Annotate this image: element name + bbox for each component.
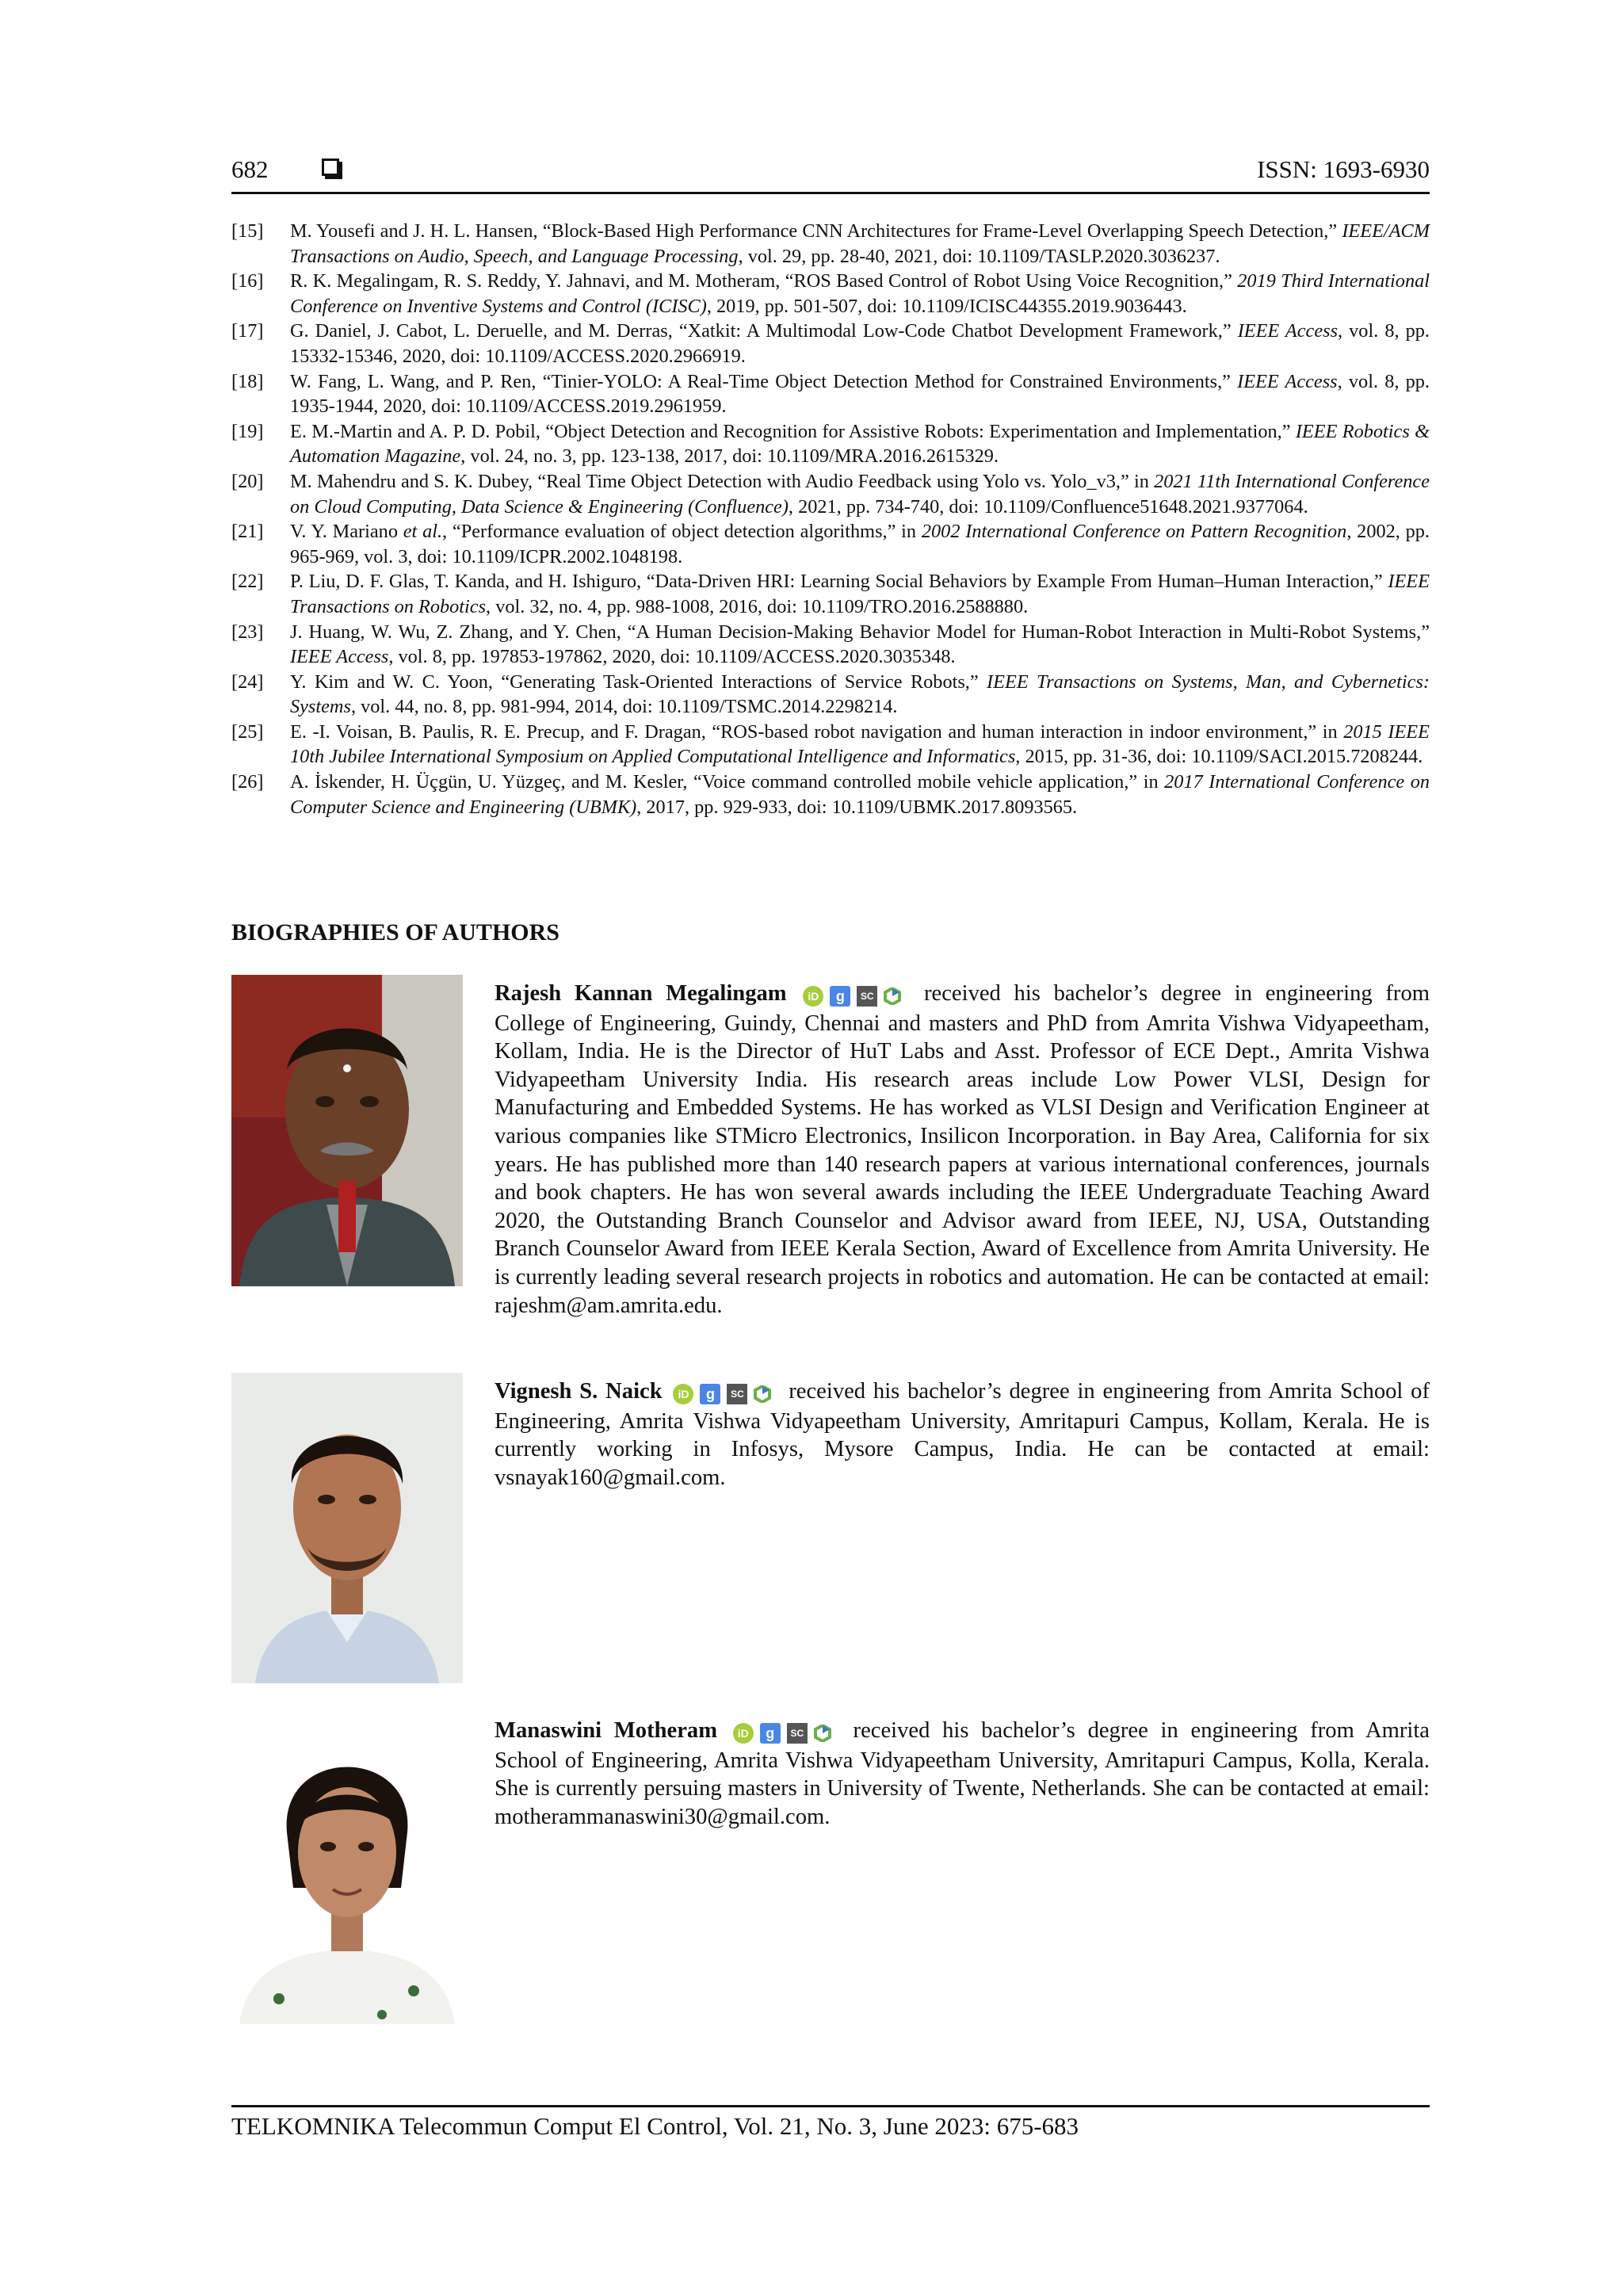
author-bio-3 [495, 1717, 1430, 1831]
author-photo-1 [231, 975, 463, 1286]
reference-number: [25] [231, 720, 264, 743]
reference-venue: IEEE/ACM Transactions on Audio, Speech, and Language Processing [290, 220, 1430, 267]
page-footer: TELKOMNIKA Telecommun Comput El Control, Vol. 21, No. 3, June 2023: 675-683 [231, 2105, 1430, 2141]
reference-item [231, 469, 1430, 519]
orcid-icon[interactable]: iD [733, 1723, 754, 1744]
reference-text [290, 670, 1430, 720]
reference-segment: , vol. 29, pp. 28-40, 2021, doi: 10.1109/TASLP.2020.3036237. [738, 245, 1220, 267]
reference-text [290, 620, 1430, 670]
reference-segment: , vol. 8, pp. 15332-15346, 2020, doi: 10.1109/ACCESS.2020.2966919. [290, 320, 1430, 367]
orcid-icon[interactable]: iD [673, 1384, 693, 1404]
scopus-icon[interactable]: SC [857, 986, 877, 1007]
reference-number: [24] [231, 670, 264, 693]
reference-item [231, 770, 1430, 819]
scopus-icon[interactable]: SC [787, 1723, 808, 1744]
reference-venue: IEEE Transactions on Robotics [290, 571, 1430, 617]
reference-venue: IEEE Access [290, 646, 389, 668]
reference-number: [16] [231, 270, 264, 292]
reference-item [231, 219, 1430, 269]
reference-number: [19] [231, 420, 264, 442]
google-scholar-icon[interactable]: g [700, 1384, 720, 1404]
reference-segment: V. Y. Mariano [290, 521, 403, 543]
reference-text [290, 269, 1430, 319]
reference-number: [17] [231, 320, 264, 342]
reference-text [290, 569, 1430, 619]
reference-venue: et al. [403, 521, 443, 543]
reference-text [290, 770, 1430, 819]
reference-text [290, 369, 1430, 419]
author-bio-text-3: received his bachelor’s degree in engineering from Amrita School of Engineering, Amrita Vishwa Vidyapeetham University, Amritapuri Campus, Kolla, Kerala. She is currently persuing masters in University of Twente, Netherlands. She can be contacted at email: motherammanaswini30@gmail.com. [495, 1718, 1430, 1829]
reference-text [290, 720, 1430, 770]
author-bio-2 [495, 1377, 1430, 1492]
references-list [231, 219, 1430, 819]
google-scholar-icon[interactable]: g [760, 1723, 781, 1744]
reference-segment: R. K. Megalingam, R. S. Reddy, Y. Jahnavi, and M. Motheram, “ROS Based Control of Robot Using Voice Recognition,” [290, 270, 1238, 292]
reference-segment: , 2021, pp. 734-740, doi: 10.1109/Confluence51648.2021.9377064. [788, 495, 1308, 518]
reference-segment: , 2017, pp. 929-933, doi: 10.1109/UBMK.2017.8093565. [636, 796, 1078, 818]
reference-venue: 2002 International Conference on Pattern Recognition [921, 521, 1347, 543]
reference-segment: M. Yousefi and J. H. L. Hansen, “Block-Based High Performance CNN Architectures for Frame-Level Overlapping Speech Detection,” [290, 220, 1342, 242]
reference-item [231, 569, 1430, 619]
reference-venue: IEEE Access [1237, 370, 1338, 392]
page-header [231, 155, 1430, 194]
reference-item [231, 620, 1430, 670]
reference-segment: P. Liu, D. F. Glas, T. Kanda, and H. Ishiguro, “Data-Driven HRI: Learning Social Behaviors by Example From Human–Human Interaction,” [290, 571, 1388, 593]
google-scholar-icon[interactable]: g [830, 986, 850, 1007]
reference-segment: G. Daniel, J. Cabot, L. Deruelle, and M. Derras, “Xatkit: A Multimodal Low-Code Chatbot Development Framework,” [290, 320, 1238, 342]
reference-segment: E. -I. Voisan, B. Paulis, R. E. Precup, and F. Dragan, “ROS-based robot navigation and human interaction in indoor environment,” in [290, 720, 1344, 743]
author-photo-3 [231, 1713, 463, 2024]
reference-segment: Y. Kim and W. C. Yoon, “Generating Task-Oriented Interactions of Service Robots,” [290, 670, 987, 693]
reference-segment: , vol. 24, no. 3, pp. 123-138, 2017, doi: 10.1109/MRA.2016.2615329. [460, 445, 999, 468]
reference-number: [15] [231, 220, 264, 242]
author-icons-1 [803, 981, 907, 1010]
author-icons-3 [733, 1718, 838, 1747]
scopus-icon[interactable]: SC [727, 1384, 747, 1404]
reference-item [231, 419, 1430, 469]
biographies-heading: BIOGRAPHIES OF AUTHORS [231, 919, 559, 946]
reference-item [231, 369, 1430, 419]
reference-number: [18] [231, 370, 264, 392]
author-bio-text-2: received his bachelor’s degree in engineering from Amrita School of Engineering, Amrita Vishwa Vidyapeetham University, Amritapuri Campus, Kollam, Kerala. He is currently working in Infosys, Mysore Campus, India. He can be contacted at email: vsnayak160@gmail.com. [495, 1379, 1430, 1490]
reference-segment: J. Huang, W. Wu, Z. Zhang, and Y. Chen, “A Human Decision-Making Behavior Model for Human-Robot Interaction in Multi-Robot Systems,” [290, 621, 1430, 643]
reference-venue: 2015 IEEE 10th Jubilee International Symposium on Applied Computational Intelligence and Informatics [290, 720, 1430, 768]
reference-text [290, 419, 1430, 469]
publons-icon[interactable] [754, 1385, 771, 1403]
reference-segment: M. Mahendru and S. K. Dubey, “Real Time Object Detection with Audio Feedback using Yolo vs. Yolo_v3,” in [290, 470, 1155, 492]
reference-venue: IEEE Transactions on Systems, Man, and Cybernetics: Systems [290, 670, 1430, 718]
reference-number: [23] [231, 621, 264, 643]
reference-number: [22] [231, 571, 264, 593]
reference-segment: , vol. 32, no. 4, pp. 988-1008, 2016, doi: 10.1109/TRO.2016.2588880. [486, 595, 1029, 617]
reference-number: [20] [231, 470, 264, 492]
reference-segment: , “Performance evaluation of object detection algorithms,” in [442, 521, 922, 543]
reference-segment: , vol. 8, pp. 197853-197862, 2020, doi: 10.1109/ACCESS.2020.3035348. [388, 646, 956, 668]
reference-venue: IEEE Robotics & Automation Magazine [290, 420, 1430, 468]
page-number: 682 [231, 155, 269, 183]
reference-venue: 2021 11th International Conference on Cloud Computing, Data Science & Engineering (Confluence) [290, 470, 1430, 518]
author-icons-2 [673, 1379, 777, 1408]
publons-icon[interactable] [814, 1725, 831, 1742]
reference-segment: , 2019, pp. 501-507, doi: 10.1109/ICISC44355.2019.9036443. [706, 295, 1187, 317]
issn: ISSN: 1693-6930 [1257, 155, 1430, 183]
publons-icon[interactable] [884, 988, 901, 1005]
reference-segment: W. Fang, L. Wang, and P. Ren, “Tinier-YOLO: A Real-Time Object Detection Method for Constrained Environments,” [290, 370, 1238, 392]
reference-number: [26] [231, 771, 264, 793]
reference-segment: A. İskender, H. Üçgün, U. Yüzgeç, and M. Kesler, “Voice command controlled mobile vehicle application,” in [290, 771, 1165, 793]
reference-text [290, 219, 1430, 269]
reference-number: [21] [231, 521, 264, 543]
reference-venue: IEEE Access [1237, 320, 1338, 342]
reference-segment: , vol. 44, no. 8, pp. 981-994, 2014, doi: 10.1109/TSMC.2014.2298214. [350, 696, 898, 718]
author-name-1: Rajesh Kannan Megalingam [495, 981, 787, 1006]
reference-segment: , 2002, pp. 965-969, vol. 3, doi: 10.1109/ICPR.2002.1048198. [290, 521, 1430, 567]
author-bio-text-1: received his bachelor’s degree in engineering from College of Engineering, Guindy, Chennai and masters and PhD from Amrita Vishwa Vidyapeetham, Kollam, India. He is the Director of HuT Labs and Asst. Professor of ECE Dept., Amrita Vishwa Vidyapeetham University India. His research areas include Low Power VLSI, Design for Manufacturing and Embedded Systems. He has worked as VLSI Design and Verification Engineer at various companies like STMicro Electronics, Insilicon Incorporation. in Bay Area, California for six years. He has published more than 140 research papers at various international conferences, journals and book chapters. He has won several awards including the IEEE Undergraduate Teaching Award 2020, the Outstanding Branch Counselor and Advisor award from IEEE, NJ, USA, Outstanding Branch Counselor Award from IEEE Kerala Section, Award of Excellence from Amrita University. He is currently leading several research projects in robotics and automation. He can be contacted at email: rajeshm@am.amrita.edu. [495, 981, 1430, 1318]
author-name-3: Manaswini Motheram [495, 1718, 718, 1743]
box-bullet-icon [322, 159, 339, 176]
reference-item [231, 319, 1430, 369]
reference-segment: E. M.-Martin and A. P. D. Pobil, “Object Detection and Recognition for Assistive Robots: Experimentation and Implementation,” [290, 420, 1296, 442]
orcid-icon[interactable]: iD [803, 986, 823, 1007]
reference-segment: , 2015, pp. 31-36, doi: 10.1109/SACI.2015.7208244. [1015, 746, 1423, 768]
reference-text [290, 519, 1430, 569]
reference-venue: 2019 Third International Conference on Inventive Systems and Control (ICISC) [290, 270, 1430, 317]
reference-venue: 2017 International Conference on Computer Science and Engineering (UBMK) [290, 771, 1430, 818]
reference-item [231, 720, 1430, 770]
author-name-2: Vignesh S. Naick [495, 1379, 663, 1404]
author-photo-2 [231, 1373, 463, 1683]
reference-item [231, 519, 1430, 569]
reference-text [290, 319, 1430, 369]
reference-text [290, 469, 1430, 519]
reference-item [231, 670, 1430, 720]
author-bio-1 [495, 980, 1430, 1320]
reference-segment: , vol. 8, pp. 1935-1944, 2020, doi: 10.1109/ACCESS.2019.2961959. [290, 370, 1430, 418]
reference-item [231, 269, 1430, 319]
